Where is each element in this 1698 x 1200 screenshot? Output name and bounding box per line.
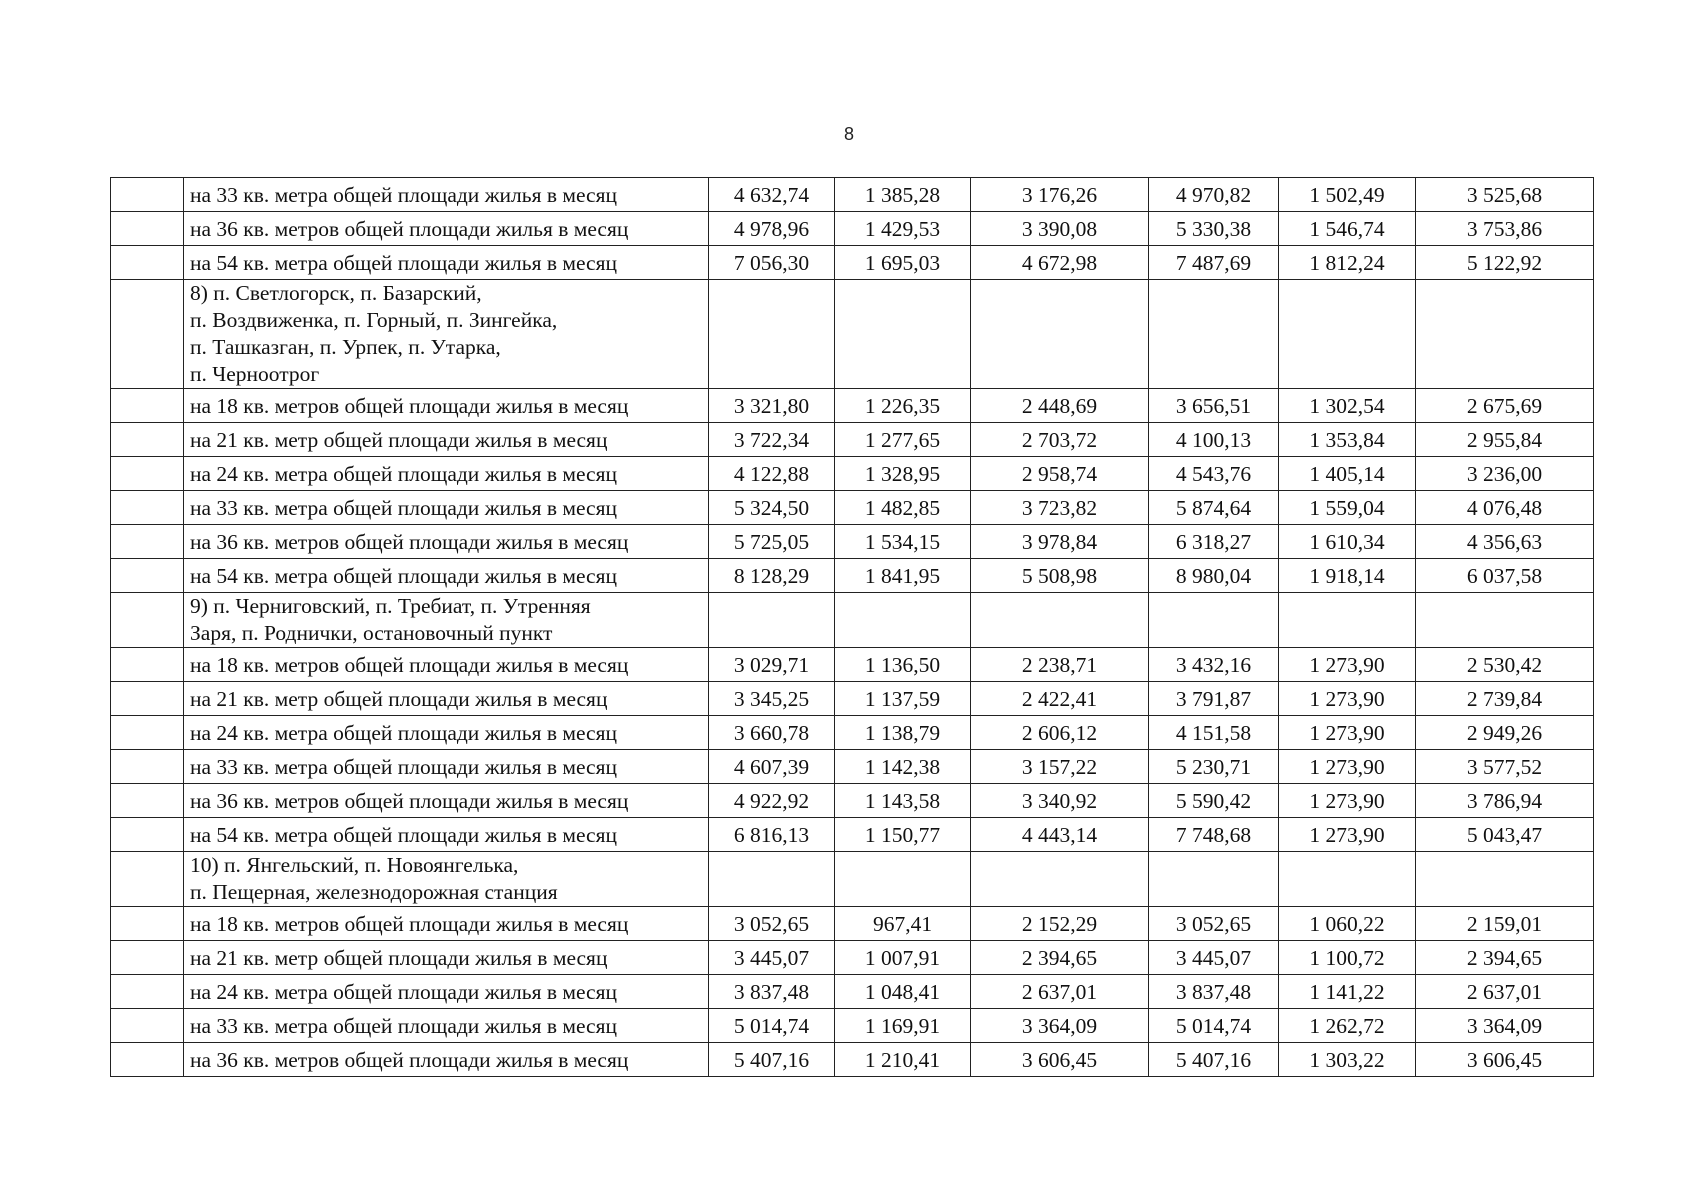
value-cell: 1 918,14 (1279, 559, 1416, 593)
value-cell: 1 060,22 (1279, 907, 1416, 941)
table-row (111, 784, 1594, 818)
value-cell: 2 422,41 (971, 682, 1149, 716)
value-cell: 1 141,22 (1279, 975, 1416, 1009)
value-cell: 1 385,28 (835, 178, 971, 212)
settlement-group-title (184, 593, 709, 648)
row-number-cell (111, 818, 184, 852)
settlement-group-row (111, 593, 1594, 648)
value-cell: 6 318,27 (1149, 525, 1279, 559)
value-cell: 5 014,74 (709, 1009, 835, 1043)
row-number-cell (111, 941, 184, 975)
settlement-group-line: 8) п. Светлогорск, п. Базарский, (190, 281, 482, 305)
value-cell: 2 530,42 (1416, 648, 1594, 682)
empty-cell (1149, 593, 1279, 648)
value-cell: 4 443,14 (971, 818, 1149, 852)
table-row (111, 907, 1594, 941)
value-cell: 1 841,95 (835, 559, 971, 593)
value-cell: 4 632,74 (709, 178, 835, 212)
value-cell: 1 695,03 (835, 246, 971, 280)
row-number-cell (111, 750, 184, 784)
table-row (111, 212, 1594, 246)
empty-cell (709, 852, 835, 907)
empty-cell (1279, 593, 1416, 648)
settlement-group-line: 10) п. Янгельский, п. Новоянгелька, (190, 853, 519, 877)
empty-cell (1416, 280, 1594, 389)
area-norm-label: на 36 кв. метров общей площади жилья в месяц (184, 212, 709, 246)
value-cell: 3 656,51 (1149, 389, 1279, 423)
value-cell: 1 226,35 (835, 389, 971, 423)
table-row (111, 750, 1594, 784)
value-cell: 5 725,05 (709, 525, 835, 559)
value-cell: 3 606,45 (971, 1043, 1149, 1077)
row-number-cell (111, 907, 184, 941)
row-number-cell (111, 648, 184, 682)
row-number-cell (111, 491, 184, 525)
empty-cell (835, 593, 971, 648)
value-cell: 3 236,00 (1416, 457, 1594, 491)
value-cell: 1 610,34 (1279, 525, 1416, 559)
empty-cell (1416, 593, 1594, 648)
table-body (111, 178, 1594, 1077)
value-cell: 4 100,13 (1149, 423, 1279, 457)
area-norm-label: на 18 кв. метров общей площади жилья в месяц (184, 389, 709, 423)
table-row (111, 975, 1594, 1009)
value-cell: 1 502,49 (1279, 178, 1416, 212)
value-cell: 2 739,84 (1416, 682, 1594, 716)
value-cell: 1 812,24 (1279, 246, 1416, 280)
value-cell: 1 328,95 (835, 457, 971, 491)
table-row (111, 1009, 1594, 1043)
value-cell: 5 043,47 (1416, 818, 1594, 852)
value-cell: 4 076,48 (1416, 491, 1594, 525)
area-norm-label: на 24 кв. метра общей площади жилья в месяц (184, 716, 709, 750)
area-norm-label: на 21 кв. метр общей площади жилья в месяц (184, 941, 709, 975)
value-cell: 1 303,22 (1279, 1043, 1416, 1077)
value-cell: 3 791,87 (1149, 682, 1279, 716)
table-row (111, 682, 1594, 716)
value-cell: 4 151,58 (1149, 716, 1279, 750)
value-cell: 3 364,09 (1416, 1009, 1594, 1043)
value-cell: 8 128,29 (709, 559, 835, 593)
value-cell: 2 703,72 (971, 423, 1149, 457)
area-norm-label: на 18 кв. метров общей площади жилья в месяц (184, 648, 709, 682)
area-norm-label: на 54 кв. метра общей площади жилья в месяц (184, 818, 709, 852)
table-row (111, 559, 1594, 593)
value-cell: 2 949,26 (1416, 716, 1594, 750)
empty-cell (971, 593, 1149, 648)
value-cell: 3 660,78 (709, 716, 835, 750)
row-number-cell (111, 525, 184, 559)
value-cell: 2 955,84 (1416, 423, 1594, 457)
value-cell: 1 302,54 (1279, 389, 1416, 423)
area-norm-label: на 21 кв. метр общей площади жилья в месяц (184, 423, 709, 457)
value-cell: 5 874,64 (1149, 491, 1279, 525)
value-cell: 3 445,07 (709, 941, 835, 975)
value-cell: 1 048,41 (835, 975, 971, 1009)
value-cell: 3 753,86 (1416, 212, 1594, 246)
value-cell: 4 970,82 (1149, 178, 1279, 212)
area-norm-label: на 33 кв. метра общей площади жилья в месяц (184, 178, 709, 212)
value-cell: 2 958,74 (971, 457, 1149, 491)
tariff-table (110, 177, 1594, 1077)
area-norm-label: на 24 кв. метра общей площади жилья в месяц (184, 457, 709, 491)
row-number-cell (111, 423, 184, 457)
value-cell: 5 590,42 (1149, 784, 1279, 818)
value-cell: 1 273,90 (1279, 648, 1416, 682)
value-cell: 1 273,90 (1279, 818, 1416, 852)
empty-cell (709, 593, 835, 648)
value-cell: 1 559,04 (1279, 491, 1416, 525)
value-cell: 3 052,65 (709, 907, 835, 941)
value-cell: 3 052,65 (1149, 907, 1279, 941)
value-cell: 8 980,04 (1149, 559, 1279, 593)
value-cell: 2 637,01 (1416, 975, 1594, 1009)
value-cell: 2 238,71 (971, 648, 1149, 682)
value-cell: 1 150,77 (835, 818, 971, 852)
value-cell: 1 273,90 (1279, 682, 1416, 716)
settlement-group-title (184, 280, 709, 389)
row-number-cell (111, 716, 184, 750)
value-cell: 3 577,52 (1416, 750, 1594, 784)
value-cell: 4 122,88 (709, 457, 835, 491)
value-cell: 4 922,92 (709, 784, 835, 818)
value-cell: 2 448,69 (971, 389, 1149, 423)
value-cell: 7 487,69 (1149, 246, 1279, 280)
settlement-group-line: п. Ташказган, п. Урпек, п. Утарка, (190, 335, 501, 359)
value-cell: 1 546,74 (1279, 212, 1416, 246)
value-cell: 4 607,39 (709, 750, 835, 784)
area-norm-label: на 21 кв. метр общей площади жилья в месяц (184, 682, 709, 716)
value-cell: 1 136,50 (835, 648, 971, 682)
row-number-cell (111, 280, 184, 389)
area-norm-label: на 36 кв. метров общей площади жилья в месяц (184, 1043, 709, 1077)
value-cell: 2 159,01 (1416, 907, 1594, 941)
area-norm-label: на 36 кв. метров общей площади жилья в месяц (184, 784, 709, 818)
value-cell: 2 394,65 (971, 941, 1149, 975)
settlement-group-line: п. Черноотрог (190, 362, 320, 386)
row-number-cell (111, 975, 184, 1009)
value-cell: 1 277,65 (835, 423, 971, 457)
value-cell: 1 353,84 (1279, 423, 1416, 457)
value-cell: 4 672,98 (971, 246, 1149, 280)
value-cell: 1 273,90 (1279, 750, 1416, 784)
settlement-group-row (111, 852, 1594, 907)
value-cell: 5 407,16 (1149, 1043, 1279, 1077)
empty-cell (1149, 280, 1279, 389)
value-cell: 1 273,90 (1279, 716, 1416, 750)
settlement-group-title (184, 852, 709, 907)
value-cell: 3 390,08 (971, 212, 1149, 246)
value-cell: 3 321,80 (709, 389, 835, 423)
value-cell: 5 324,50 (709, 491, 835, 525)
table-row (111, 525, 1594, 559)
value-cell: 3 432,16 (1149, 648, 1279, 682)
empty-cell (835, 280, 971, 389)
value-cell: 5 122,92 (1416, 246, 1594, 280)
row-number-cell (111, 212, 184, 246)
table-row (111, 818, 1594, 852)
table-row (111, 178, 1594, 212)
value-cell: 3 445,07 (1149, 941, 1279, 975)
empty-cell (1149, 852, 1279, 907)
value-cell: 3 837,48 (709, 975, 835, 1009)
value-cell: 1 142,38 (835, 750, 971, 784)
value-cell: 1 534,15 (835, 525, 971, 559)
value-cell: 4 543,76 (1149, 457, 1279, 491)
area-norm-label: на 33 кв. метра общей площади жилья в месяц (184, 750, 709, 784)
settlement-group-line: 9) п. Черниговский, п. Требиат, п. Утренняя (190, 594, 591, 618)
value-cell: 3 723,82 (971, 491, 1149, 525)
row-number-cell (111, 1009, 184, 1043)
area-norm-label: на 36 кв. метров общей площади жилья в месяц (184, 525, 709, 559)
row-number-cell (111, 389, 184, 423)
value-cell: 1 262,72 (1279, 1009, 1416, 1043)
value-cell: 2 637,01 (971, 975, 1149, 1009)
value-cell: 3 029,71 (709, 648, 835, 682)
table-row (111, 941, 1594, 975)
empty-cell (1279, 852, 1416, 907)
row-number-cell (111, 559, 184, 593)
area-norm-label: на 54 кв. метра общей площади жилья в месяц (184, 246, 709, 280)
row-number-cell (111, 457, 184, 491)
value-cell: 1 273,90 (1279, 784, 1416, 818)
row-number-cell (111, 178, 184, 212)
value-cell: 3 837,48 (1149, 975, 1279, 1009)
row-number-cell (111, 246, 184, 280)
value-cell: 5 407,16 (709, 1043, 835, 1077)
value-cell: 1 210,41 (835, 1043, 971, 1077)
empty-cell (971, 852, 1149, 907)
value-cell: 3 786,94 (1416, 784, 1594, 818)
table-row (111, 457, 1594, 491)
value-cell: 3 978,84 (971, 525, 1149, 559)
settlement-group-line: п. Пещерная, железнодорожная станция (190, 880, 558, 904)
value-cell: 7 056,30 (709, 246, 835, 280)
value-cell: 1 143,58 (835, 784, 971, 818)
value-cell: 2 394,65 (1416, 941, 1594, 975)
table-row (111, 491, 1594, 525)
area-norm-label: на 33 кв. метра общей площади жилья в месяц (184, 491, 709, 525)
table-row (111, 423, 1594, 457)
value-cell: 4 356,63 (1416, 525, 1594, 559)
area-norm-label: на 54 кв. метра общей площади жилья в месяц (184, 559, 709, 593)
table-row (111, 648, 1594, 682)
value-cell: 3 364,09 (971, 1009, 1149, 1043)
row-number-cell (111, 852, 184, 907)
value-cell: 2 675,69 (1416, 389, 1594, 423)
value-cell: 1 482,85 (835, 491, 971, 525)
value-cell: 3 176,26 (971, 178, 1149, 212)
value-cell: 3 606,45 (1416, 1043, 1594, 1077)
page-number: 8 (843, 124, 854, 144)
row-number-cell (111, 682, 184, 716)
row-number-cell (111, 1043, 184, 1077)
value-cell: 2 152,29 (971, 907, 1149, 941)
value-cell: 1 405,14 (1279, 457, 1416, 491)
settlement-group-row (111, 280, 1594, 389)
value-cell: 5 330,38 (1149, 212, 1279, 246)
value-cell: 6 816,13 (709, 818, 835, 852)
row-number-cell (111, 784, 184, 818)
value-cell: 3 157,22 (971, 750, 1149, 784)
value-cell: 3 722,34 (709, 423, 835, 457)
empty-cell (835, 852, 971, 907)
area-norm-label: на 18 кв. метров общей площади жилья в месяц (184, 907, 709, 941)
value-cell: 4 978,96 (709, 212, 835, 246)
value-cell: 3 525,68 (1416, 178, 1594, 212)
table-row (111, 1043, 1594, 1077)
empty-cell (971, 280, 1149, 389)
table-row (111, 716, 1594, 750)
empty-cell (1279, 280, 1416, 389)
value-cell: 1 169,91 (835, 1009, 971, 1043)
value-cell: 6 037,58 (1416, 559, 1594, 593)
value-cell: 1 007,91 (835, 941, 971, 975)
value-cell: 1 138,79 (835, 716, 971, 750)
value-cell: 2 606,12 (971, 716, 1149, 750)
value-cell: 5 230,71 (1149, 750, 1279, 784)
value-cell: 3 345,25 (709, 682, 835, 716)
table-row (111, 246, 1594, 280)
value-cell: 5 508,98 (971, 559, 1149, 593)
area-norm-label: на 24 кв. метра общей площади жилья в месяц (184, 975, 709, 1009)
value-cell: 3 340,92 (971, 784, 1149, 818)
settlement-group-line: Заря, п. Роднички, остановочный пункт (190, 621, 553, 645)
value-cell: 1 429,53 (835, 212, 971, 246)
value-cell: 5 014,74 (1149, 1009, 1279, 1043)
row-number-cell (111, 593, 184, 648)
value-cell: 1 100,72 (1279, 941, 1416, 975)
value-cell: 7 748,68 (1149, 818, 1279, 852)
settlement-group-line: п. Воздвиженка, п. Горный, п. Зингейка, (190, 308, 558, 332)
area-norm-label: на 33 кв. метра общей площади жилья в месяц (184, 1009, 709, 1043)
value-cell: 1 137,59 (835, 682, 971, 716)
value-cell: 967,41 (835, 907, 971, 941)
empty-cell (709, 280, 835, 389)
empty-cell (1416, 852, 1594, 907)
table-row (111, 389, 1594, 423)
